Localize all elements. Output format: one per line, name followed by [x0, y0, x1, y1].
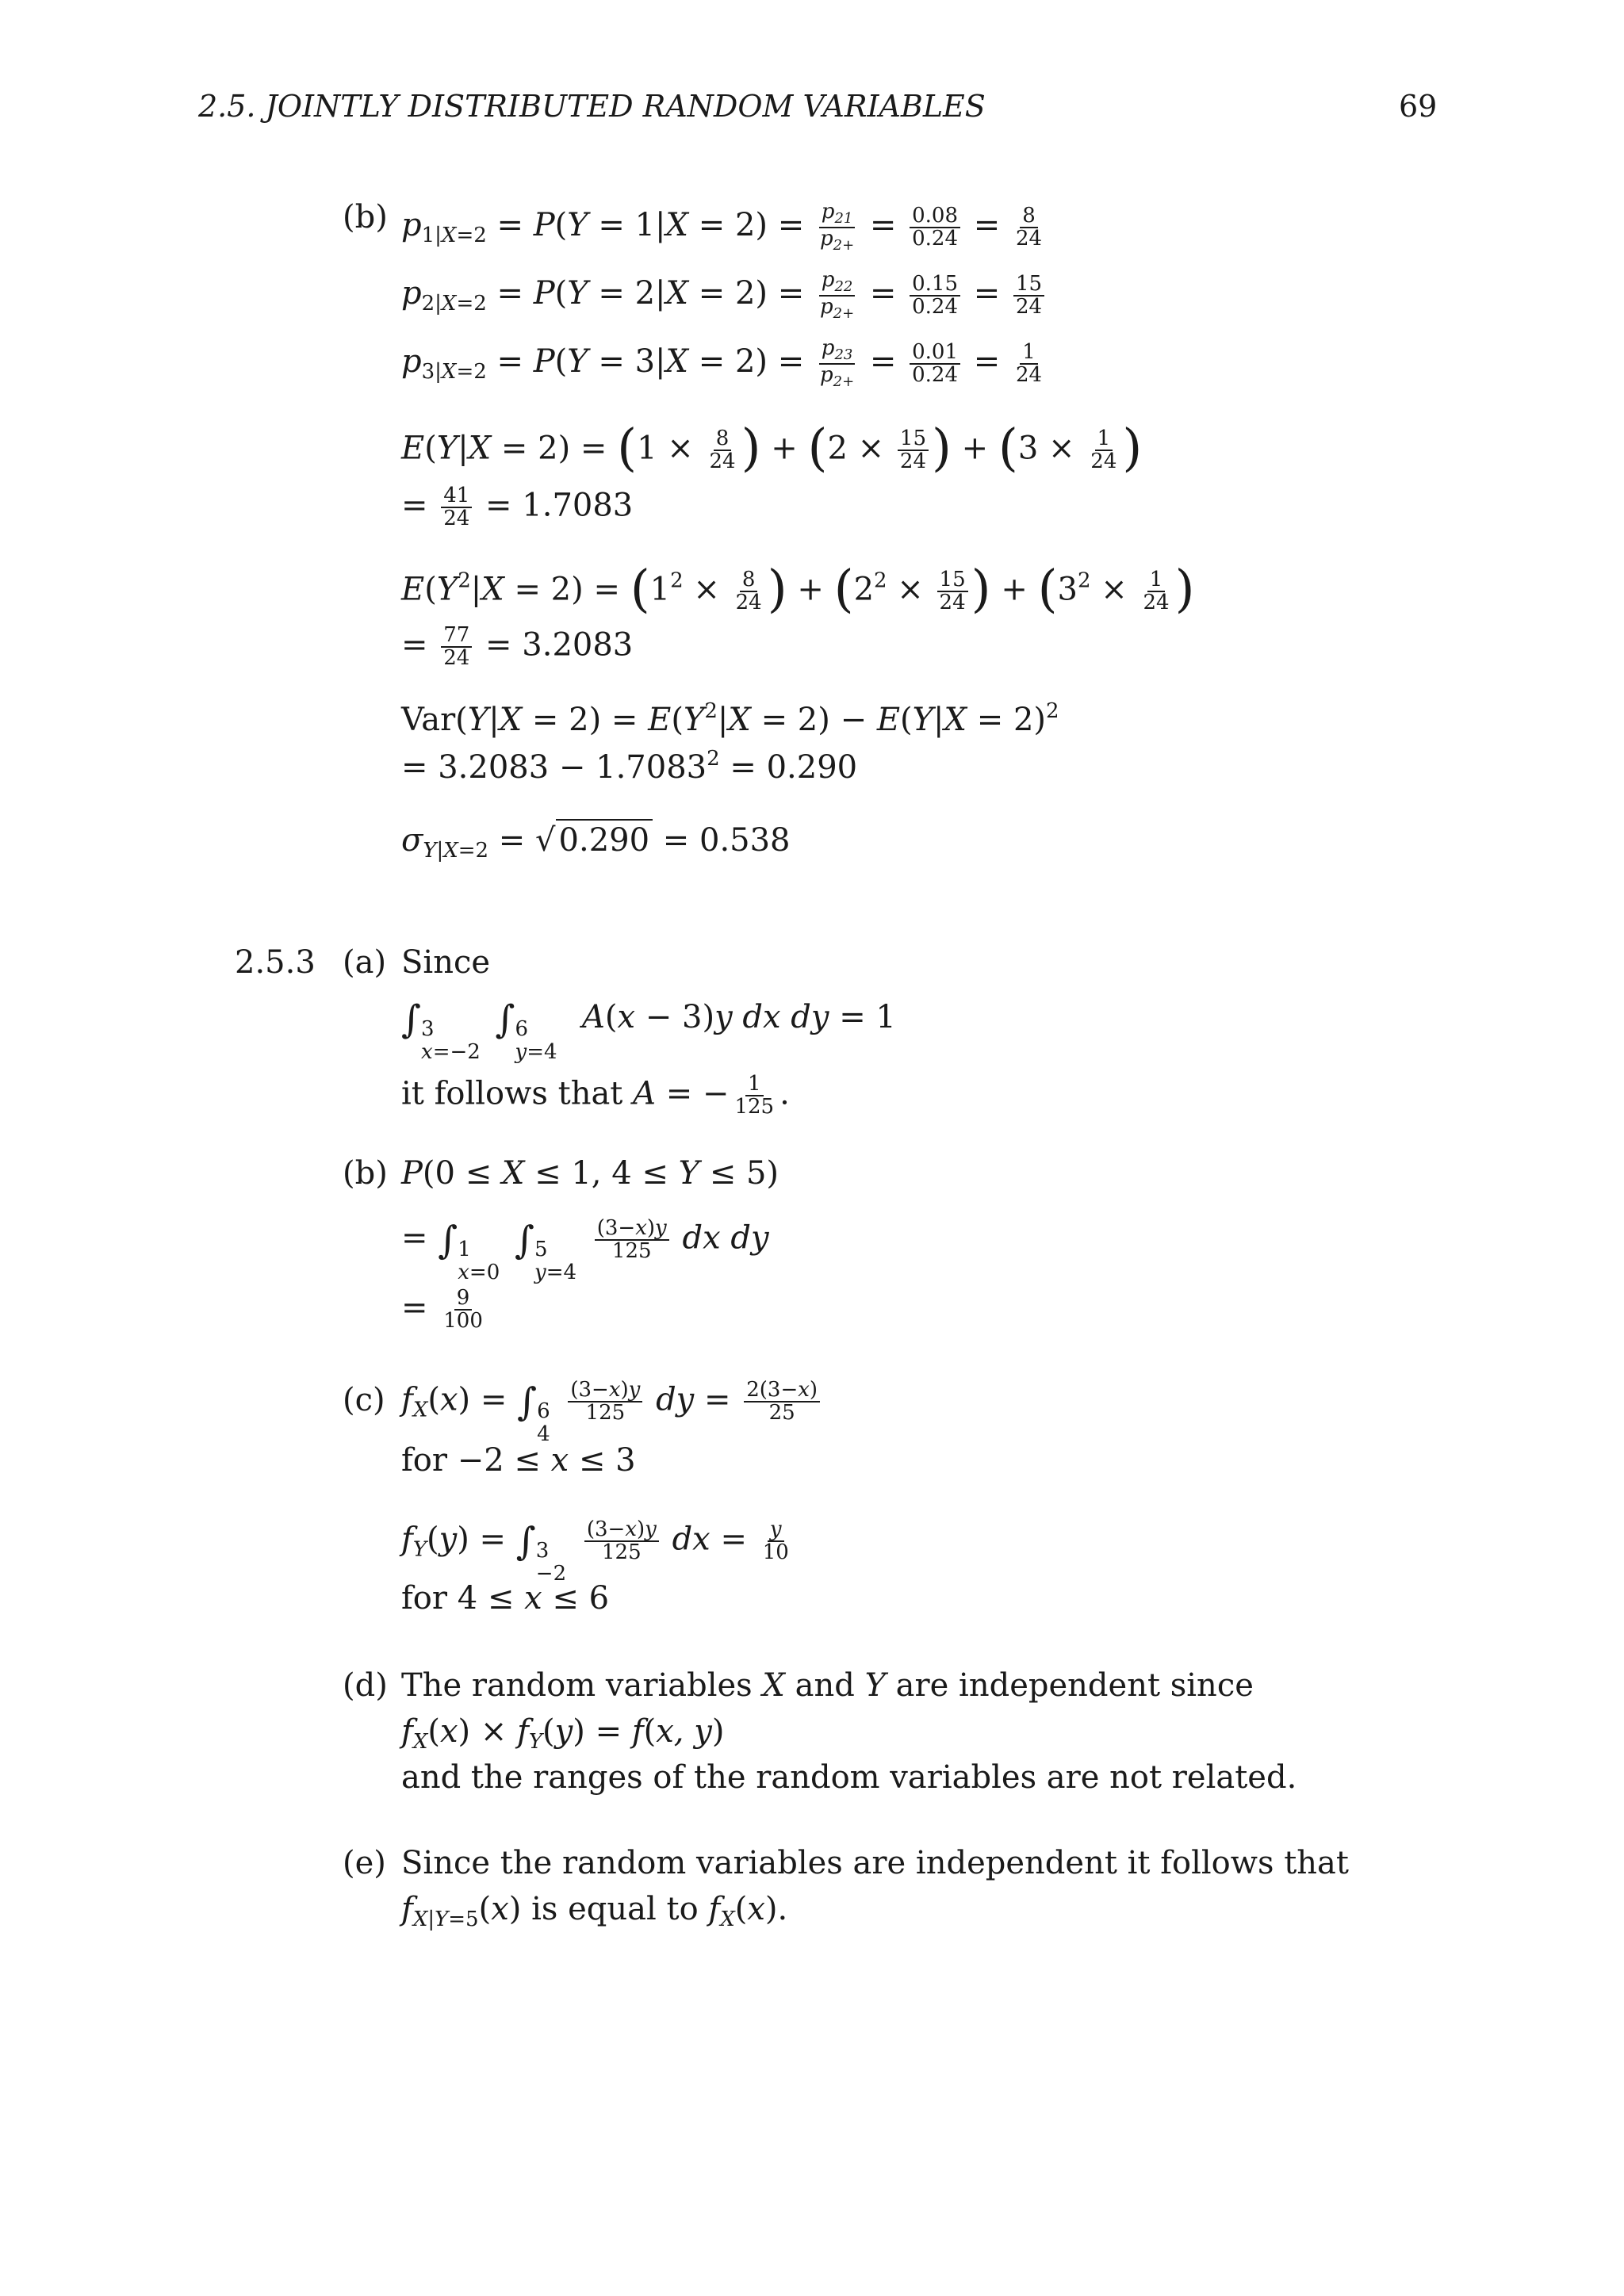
variance-result: = $3.2083 - 1.7083^2 = 0.290$	[401, 747, 858, 786]
marginal-fx: $f_X(x)$ = ∫ 6 4 $\frac{(3-x)y}{125}$ dy = $\frac{2(3-x)}{25}$	[401, 1380, 823, 1445]
part-b-label-253: (b)	[343, 1155, 388, 1192]
fx-range: for −2 ≤ x ≤ 3	[401, 1442, 636, 1479]
ranges-statement: and the ranges of the random variables are not related.	[401, 1759, 1297, 1796]
constant-a-result: it follows that A = − $\frac{1}{125}$ .	[401, 1072, 790, 1119]
part-a-since: Since	[401, 944, 491, 981]
equation-variance: $Var(Y|X = 2) = E(Y^2|X = 2) - E(Y|X = 2)^2$	[401, 699, 1059, 738]
problem-number: 2.5.3	[235, 944, 316, 981]
conditional-equation: $f_{X|Y=5}(x)$ is equal to $f_X(x)$.	[401, 1891, 788, 1931]
part-e-label: (e)	[343, 1845, 386, 1881]
part-b-label: (b)	[343, 199, 388, 235]
equation-normalization: ∫ 3 x=−2 ∫ 6 y=4 A(x − 3)y dx dy = 1	[401, 997, 896, 1064]
probability-statement: P(0 ≤ X ≤ 1, 4 ≤ Y ≤ 5)	[401, 1155, 779, 1192]
equation-p1: $p_{1|X=2} = P(Y = 1|X = 2)$ = $\frac{p_{21}}{p_{2+}}$ = $\frac{0.08}{0.24}$ = $\frac{8}{24}$	[401, 200, 1043, 254]
equation-std-dev: $\sigma_{Y|X=2}$ = √ 0.290 = 0.538	[401, 825, 791, 861]
running-header: 2.5. JOINTLY DISTRIBUTED RANDOM VARIABLES	[198, 89, 986, 124]
probability-integral: = ∫ 1 x=0 ∫ 5 y=4 $\frac{(3-x)y}{125}$ dx dy	[401, 1216, 769, 1284]
part-c-label: (c)	[343, 1382, 385, 1418]
expectation-result: = $\frac{41}{24}$ = 1.7083	[401, 484, 634, 531]
fy-range: for 4 ≤ x ≤ 6	[401, 1580, 610, 1617]
equation-second-moment: $E(Y^2|X = 2) = (1^2$ × $\frac{8}{24}$ ) + ($2^2$ × $\frac{15}{24}$ ) + ($3^2$ × $\frac{1}{24}$ )	[401, 560, 1195, 619]
equation-p2: $p_{2|X=2} = P(Y = 2|X = 2)$ = $\frac{p_{22}}{p_{2+}}$ = $\frac{0.15}{0.24}$ = $\frac{15}{24}$	[401, 270, 1048, 322]
equation-expectation: E(Y|X = 2) = (1 × $\frac{8}{24}$ ) + (2 × $\frac{15}{24}$ ) + (3 × $\frac{1}{24}$ )	[401, 419, 1143, 478]
independence-equation: $f_X(x) \times f_Y(y) = f(x$, y)	[401, 1713, 725, 1754]
independence-statement: The random variables X and Y are independent since	[401, 1667, 1254, 1704]
conditional-statement: Since the random variables are independent it follows that	[401, 1845, 1349, 1881]
marginal-fy: $f_Y(y)$ = ∫ 3 −2 $\frac{(3-x)y}{125}$ dx = $\frac{y}{10}$	[401, 1517, 789, 1586]
part-a-label: (a)	[343, 944, 387, 981]
part-d-label: (d)	[343, 1667, 388, 1704]
second-moment-result: = $\frac{77}{24}$ = 3.2083	[401, 623, 634, 671]
equation-p3: $p_{3|X=2} = P(Y = 3|X = 2)$ = $\frac{p_{23}}{p_{2+}}$ = $\frac{0.01}{0.24}$ = $\frac{1}{24}$	[401, 336, 1043, 391]
probability-result: = $\frac{9}{100}$	[401, 1286, 483, 1334]
page-number: 69	[1399, 89, 1438, 124]
